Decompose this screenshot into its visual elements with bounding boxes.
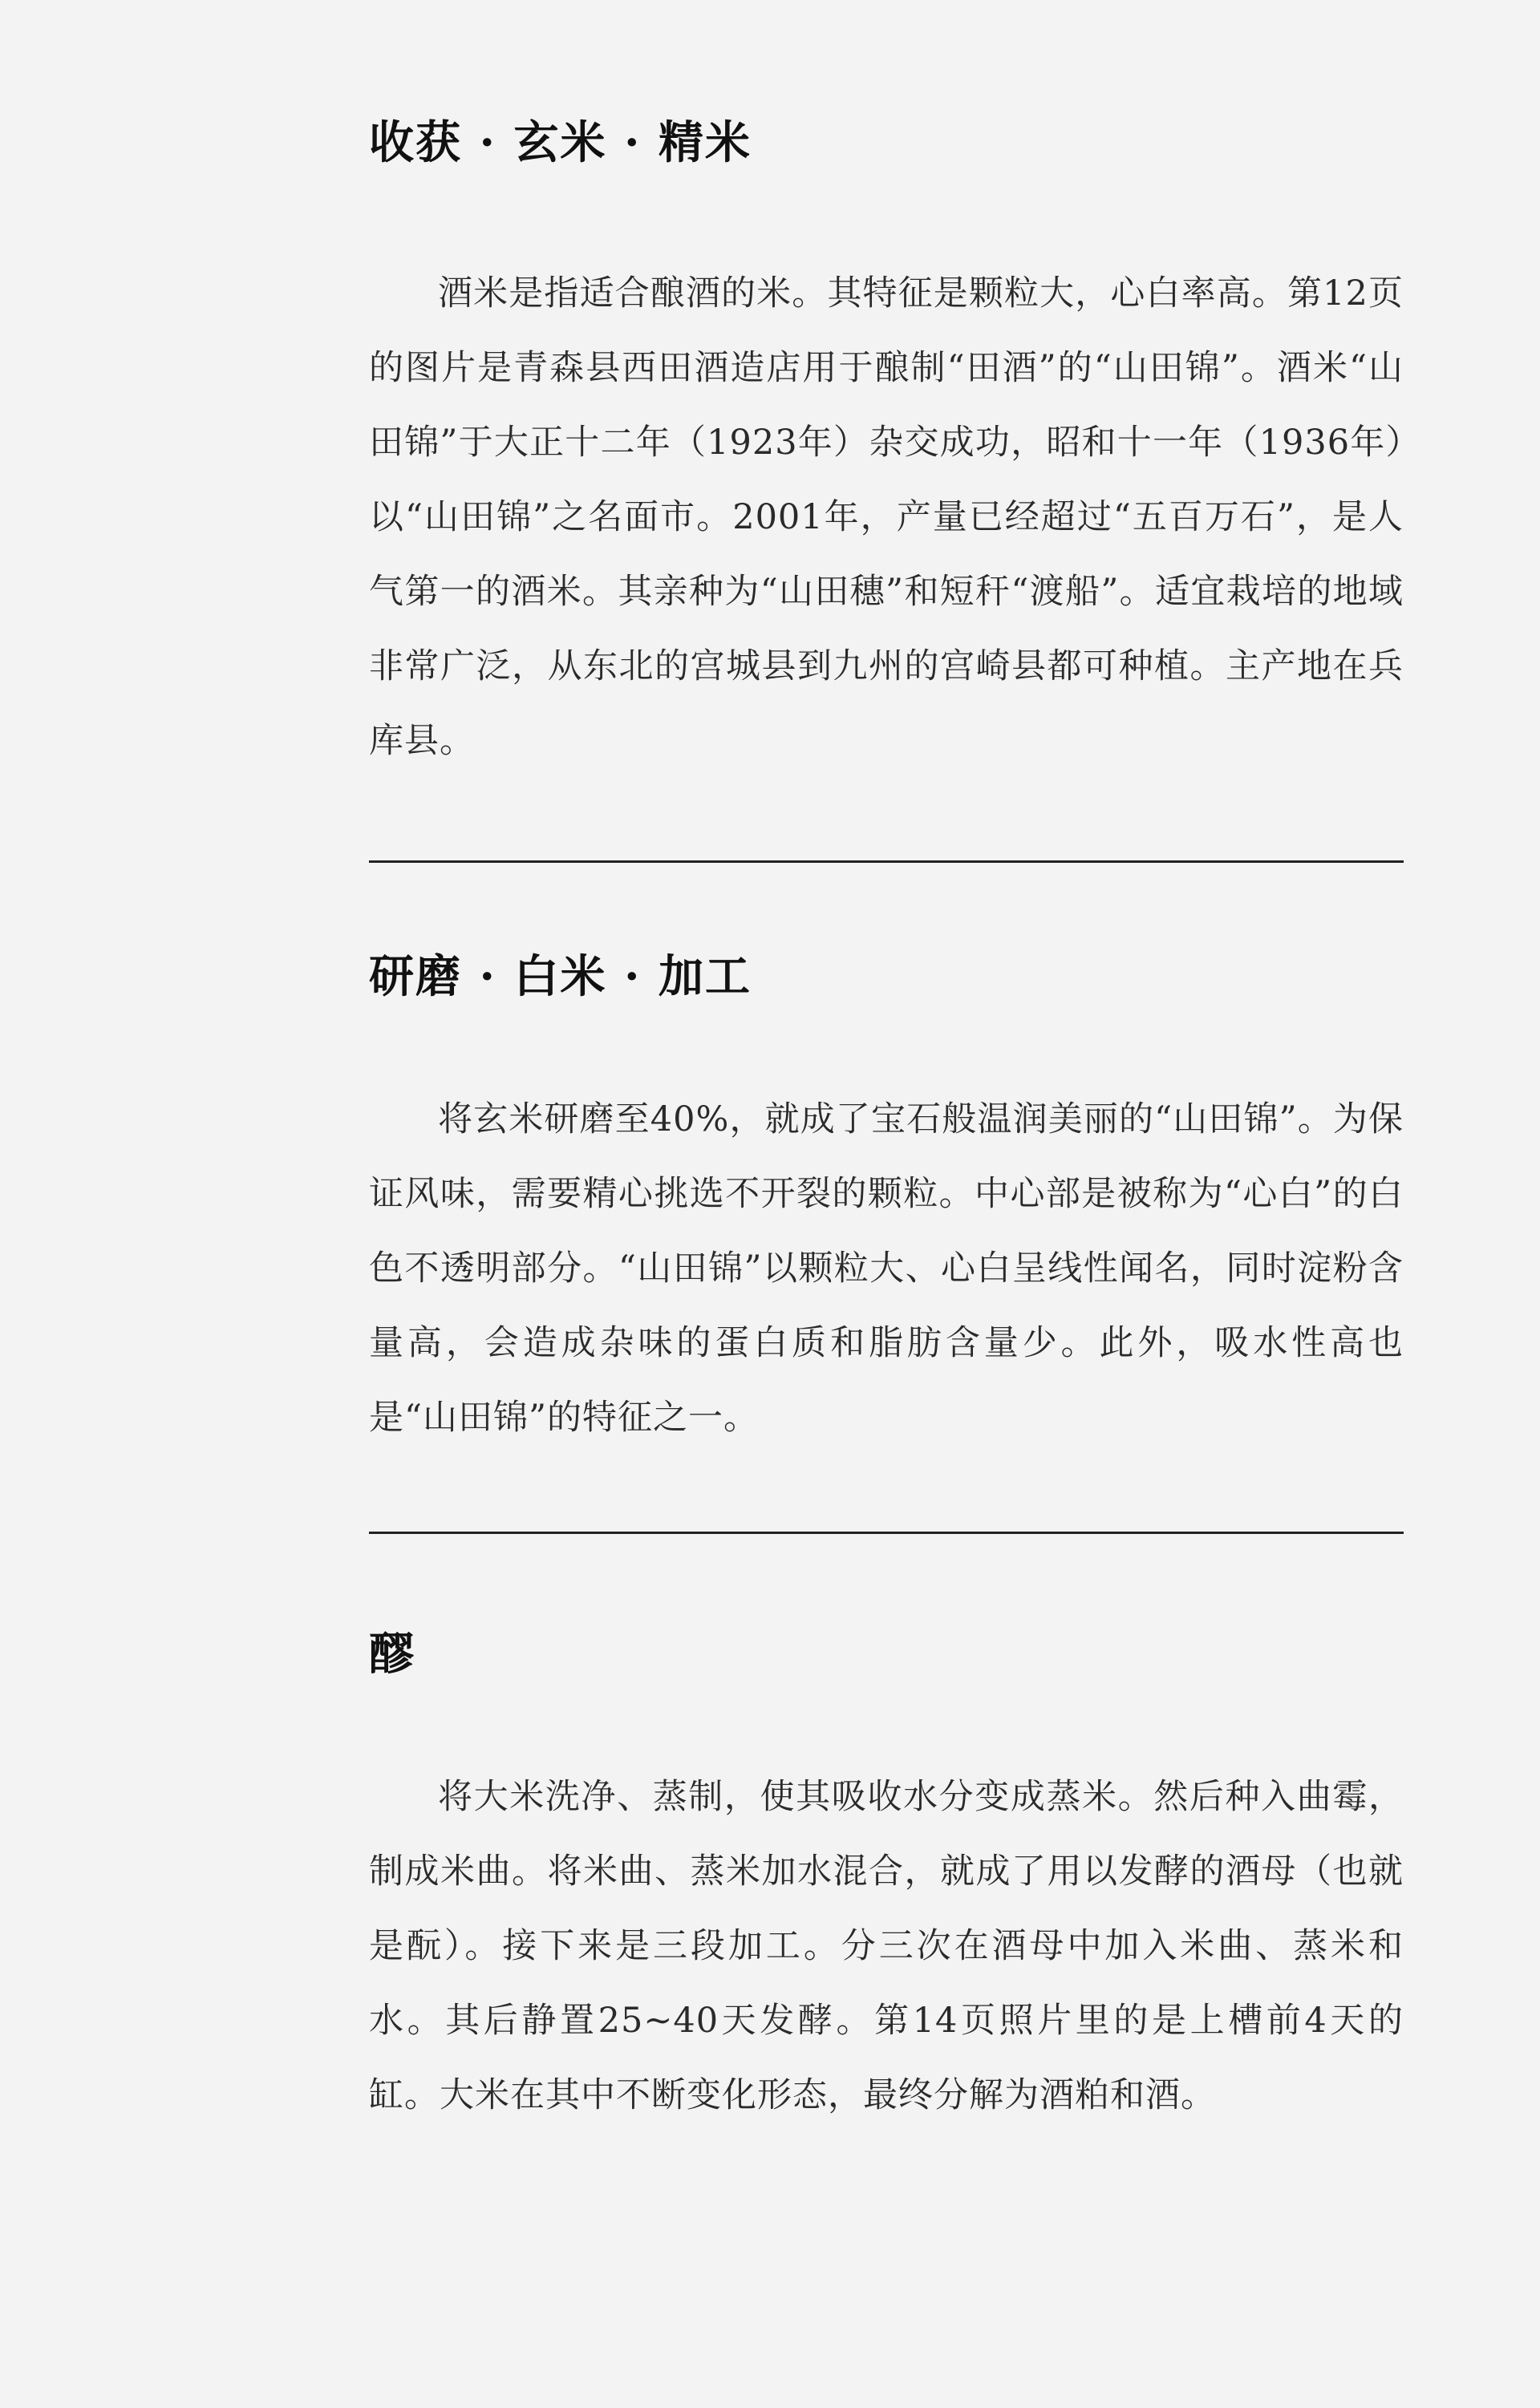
section-body-moromi: 将大米洗净、蒸制，使其吸收水分变成蒸米。然后种入曲霉，制成米曲。将米曲、蒸米加水混合，就成了用以发酵的酒母（也就是酛）。接下来是三段加工。分三次在酒母中加入米曲、蒸米和水。其后静置25~40天发酵。第14页照片里的是上槽前4天的缸。大米在其中不断变化形态，最终分解为酒粕和酒。 bbox=[369, 1777, 1404, 2115]
section-heading-harvest: 收获 · 玄米 · 精米 bbox=[369, 116, 752, 169]
section-body-polishing: 将玄米研磨至40%，就成了宝石般温润美丽的“山田锦”。为保证风味，需要精心挑选不开裂的颗粒。中心部是被称为“心白”的白色不透明部分。“山田锦”以颗粒大、心白呈线性闻名，同时淀粉含量高，会造成杂味的蛋白质和脂肪含量少。此外，吸水性高也是“山田锦”的特征之一。 bbox=[369, 1099, 1404, 1438]
section-divider bbox=[369, 1532, 1404, 1534]
section-heading-moromi: 醪 bbox=[369, 1628, 415, 1681]
section-body-harvest: 酒米是指适合酿酒的米。其特征是颗粒大，心白率高。第12页的图片是青森县西田酒造店用于酿制“田酒”的“山田锦”。酒米“山田锦”于大正十二年（1923年）杂交成功，昭和十一年（1936年）以“山田锦”之名面市。2001年，产量已经超过“五百万石”，是人气第一的酒米。其亲种为“山田穗”和短秆“渡船”。适宜栽培的地域非常广泛，从东北的宫城县到九州的宫崎县都可种植。主产地在兵库县。 bbox=[369, 273, 1404, 761]
section-heading-polishing: 研磨 · 白米 · 加工 bbox=[369, 950, 752, 1003]
section-divider bbox=[369, 860, 1404, 863]
